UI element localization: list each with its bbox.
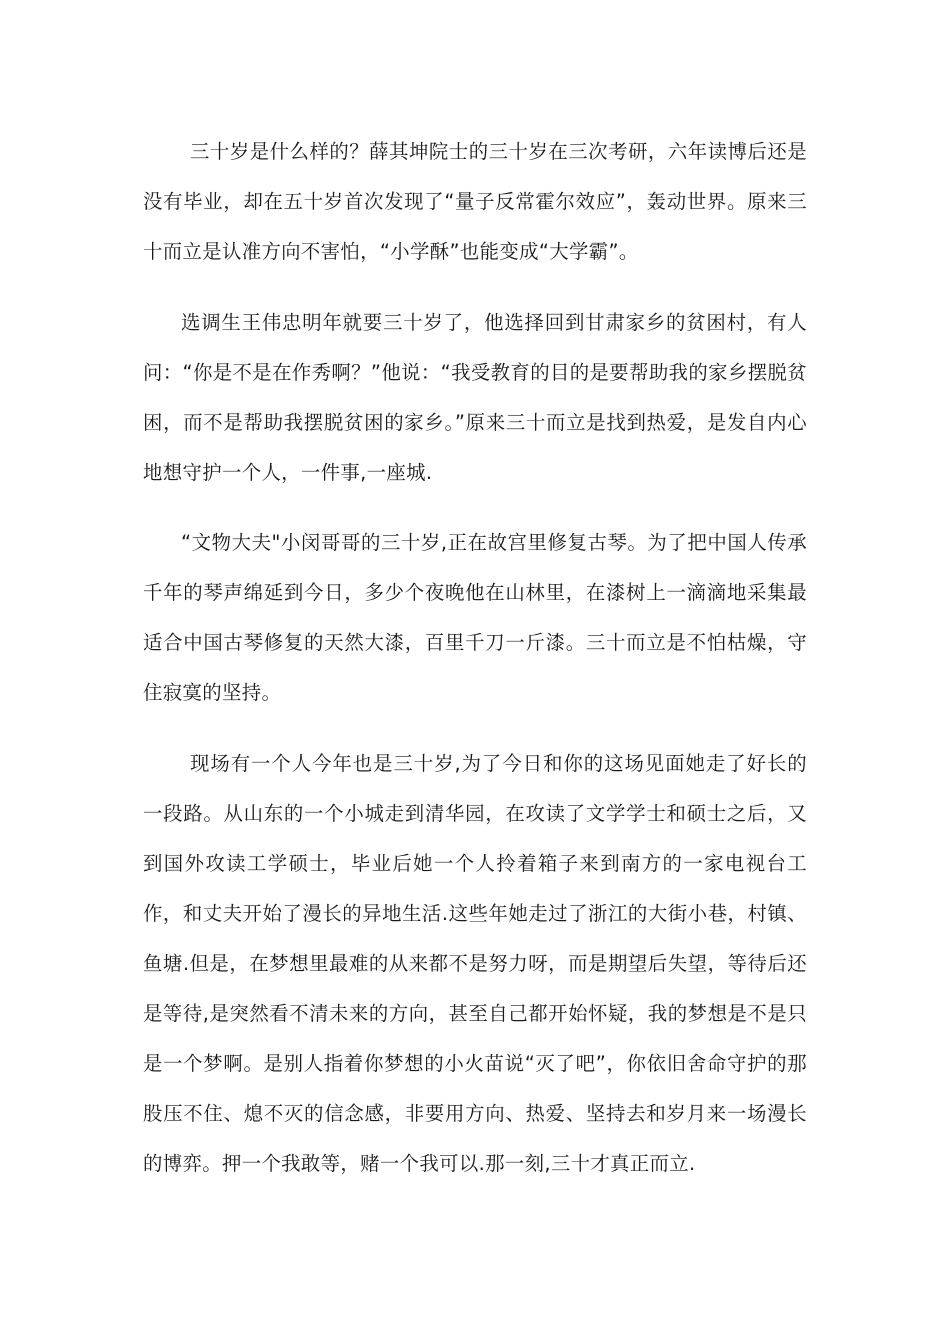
paragraph-3: “文物大夫"小闵哥哥的三十岁,正在故宫里修复古琴。为了把中国人传承千年的琴声绵延到今日，多少个夜晚他在山林里，在漆树上一滴滴地采集最适合中国古琴修复的天然大漆，百里千刀一斤漆。三十而立是不怕枯燥，守住寂寞的坚持。 xyxy=(143,531,807,704)
paragraph-1: 三十岁是什么样的？薛其坤院士的三十岁在三次考研，六年读博后还是没有毕业，却在五十岁首次发现了“量子反常霍尔效应”，轰动世界。原来三十而立是认准方向不害怕，“小学酥”也能变成“大学霸”。 xyxy=(143,140,807,263)
paragraph-2: 选调生王伟忠明年就要三十岁了，他选择回到甘肃家乡的贫困村，有人问：“你是不是在作秀啊？”他说：“我受教育的目的是要帮助我的家乡摆脱贫困，而不是帮助我摆脱贫困的家乡。”原来三十而立是找到热爱，是发自内心地想守护一个人，一件事,一座城. xyxy=(143,311,807,484)
paragraph-4: 现场有一个人今年也是三十岁,为了今日和你的这场见面她走了好长的一段路。从山东的一个小城走到清华园，在攻读了文学学士和硕士之后，又到国外攻读工学硕士，毕业后她一个人拎着箱子来到南方的一家电视台工作，和丈夫开始了漫长的异地生活.这些年她走过了浙江的大街小巷，村镇、鱼塘.但是，在梦想里最难的从来都不是努力呀，而是期望后失望，等待后还是等待,是突然看不清未来的方向，甚至自己都开始怀疑，我的梦想是不是只是一个梦啊。是别人指着你梦想的小火苗说“灭了吧”，你依旧舍命守护的那股压不住、熄不灭的信念感，非要用方向、热爱、坚持去和岁月来一场漫长的博弈。押一个我敢等，赌一个我可以.那一刻,三十才真正而立. xyxy=(143,752,807,1175)
